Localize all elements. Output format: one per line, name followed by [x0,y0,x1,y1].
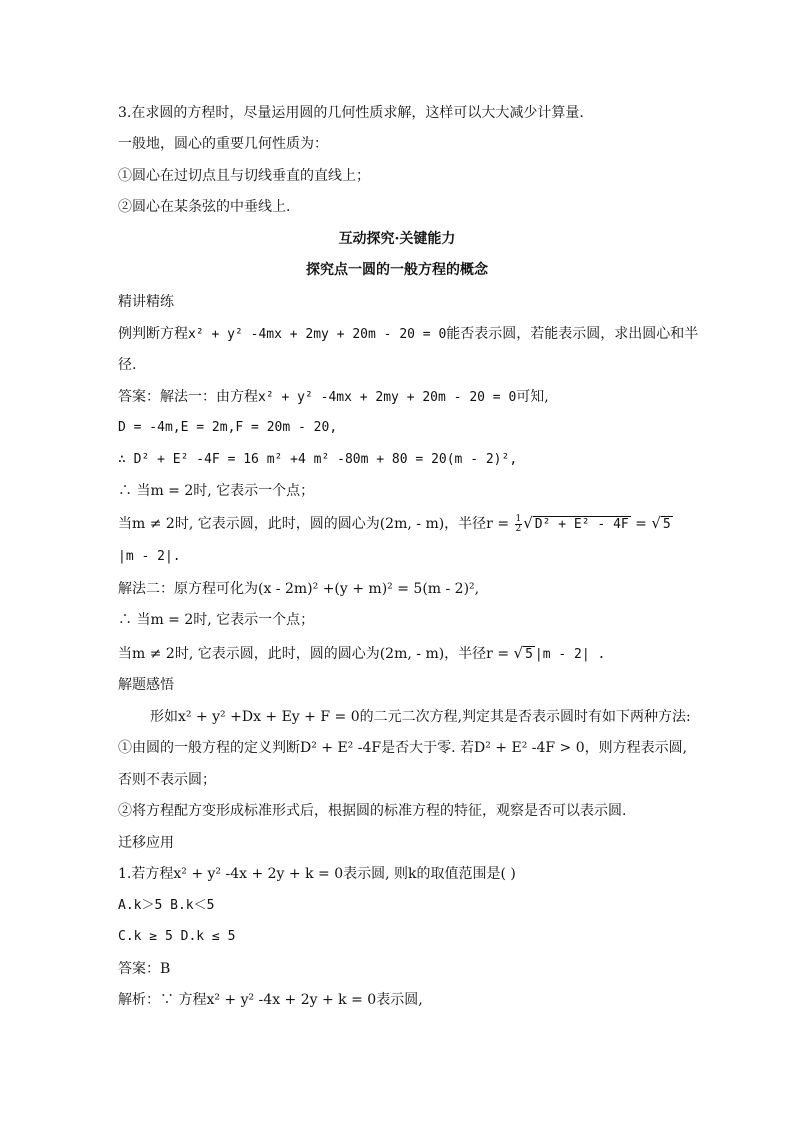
case-2 [118,514,694,534]
case-2b-suffix: |m - 2| . [534,647,606,662]
analysis-line: 解析：∵ 方程x² + y² -4x + 2y + k = 0表示圆, [118,992,423,1008]
example-equation: x² + y² -4mx + 2my + 20m - 20 = 0 [188,327,447,342]
sqrt-five: √ 5 [651,514,671,532]
method-2: 解法二：原方程可化为(x - 2m)² +(y + m)² = 5(m - 2)², [118,581,480,597]
example-cont: 径. [118,357,137,373]
insight-heading: 解题感悟 [118,677,174,693]
options-cd: C.k ≥ 5 D.k ≤ 5 [118,929,236,944]
insight-line-4: ②将方程配方变形成标准形式后，根据圆的标准方程的特征，观察是否可以表示圆. [118,803,627,819]
question-1: 1.若方程x² + y² -4x + 2y + k = 0表示圆, 则k的取值范围是( ) [118,866,516,882]
options-ab: A.k＞5 B.k＜5 [118,898,215,913]
general-line: 一般地，圆心的重要几何性质为： [118,136,328,152]
half-fraction: $\frac{1}{2}$ [515,513,522,534]
sqrt-expression: √ D² + E² - 4F [523,514,629,532]
abs-line: |m - 2|. [118,549,181,564]
case-2b-prefix: 当m ≠ 2时, 它表示圆，此时，圆的圆心为(2m, - m)，半径r = [118,646,514,662]
jjjl-heading: 精讲精练 [118,294,174,310]
case-2-prefix: 当m ≠ 2时, 它表示圆，此时，圆的圆心为(2m, - m)，半径r = [118,516,514,532]
definition-line: D = -4m,E = 2m,F = 20m - 20, [118,420,338,435]
answer-line [118,388,694,407]
section-title: 互动探究·关键能力 [338,231,456,247]
insight-line-3: 否则不表示圆； [118,772,216,788]
sqrt-five-b: √ 5 [513,644,533,662]
case-1b: ∴ 当m = 2时, 它表示一个点； [118,612,315,628]
example-prefix: 例判断方程 [118,326,188,342]
example-line [118,325,699,344]
equals-sign: = [630,516,652,532]
transfer-heading: 迁移应用 [118,835,174,851]
case-1: ∴ 当m = 2时, 它表示一个点； [118,483,315,499]
example-suffix: 能否表示圆，若能表示圆，求出圆心和半 [446,326,699,342]
case-2b [118,644,694,664]
answer-suffix: 可知, [516,389,549,405]
answer-equation: x² + y² -4mx + 2my + 20m - 20 = 0 [258,390,517,405]
answer-prefix: 答案：解法一：由方程 [118,389,258,405]
property-1: ①圆心在过切点且与切线垂直的直线上； [118,168,370,184]
calc-line: ∴ D² + E² -4F = 16 m² +4 m² -80m + 80 = 20(m - 2)², [118,452,518,467]
insight-line-1: 形如x² + y² +Dx + Ey + F = 0的二元二次方程,判定其是否表示圆时有如下两种方法: [150,709,691,725]
answer-q1: 答案：B [118,961,171,977]
insight-line-2: ①由圆的一般方程的定义判断D² + E² -4F是否大于零. 若D² + E² -4F > 0，则方程表示圆, [118,740,688,756]
subsection-title: 探究点一圆的一般方程的概念 [306,262,488,278]
intro-line-3: 3.在求圆的方程时，尽量运用圆的几何性质求解，这样可以大大减少计算量. [118,105,584,121]
property-2: ②圆心在某条弦的中垂线上. [118,199,291,215]
